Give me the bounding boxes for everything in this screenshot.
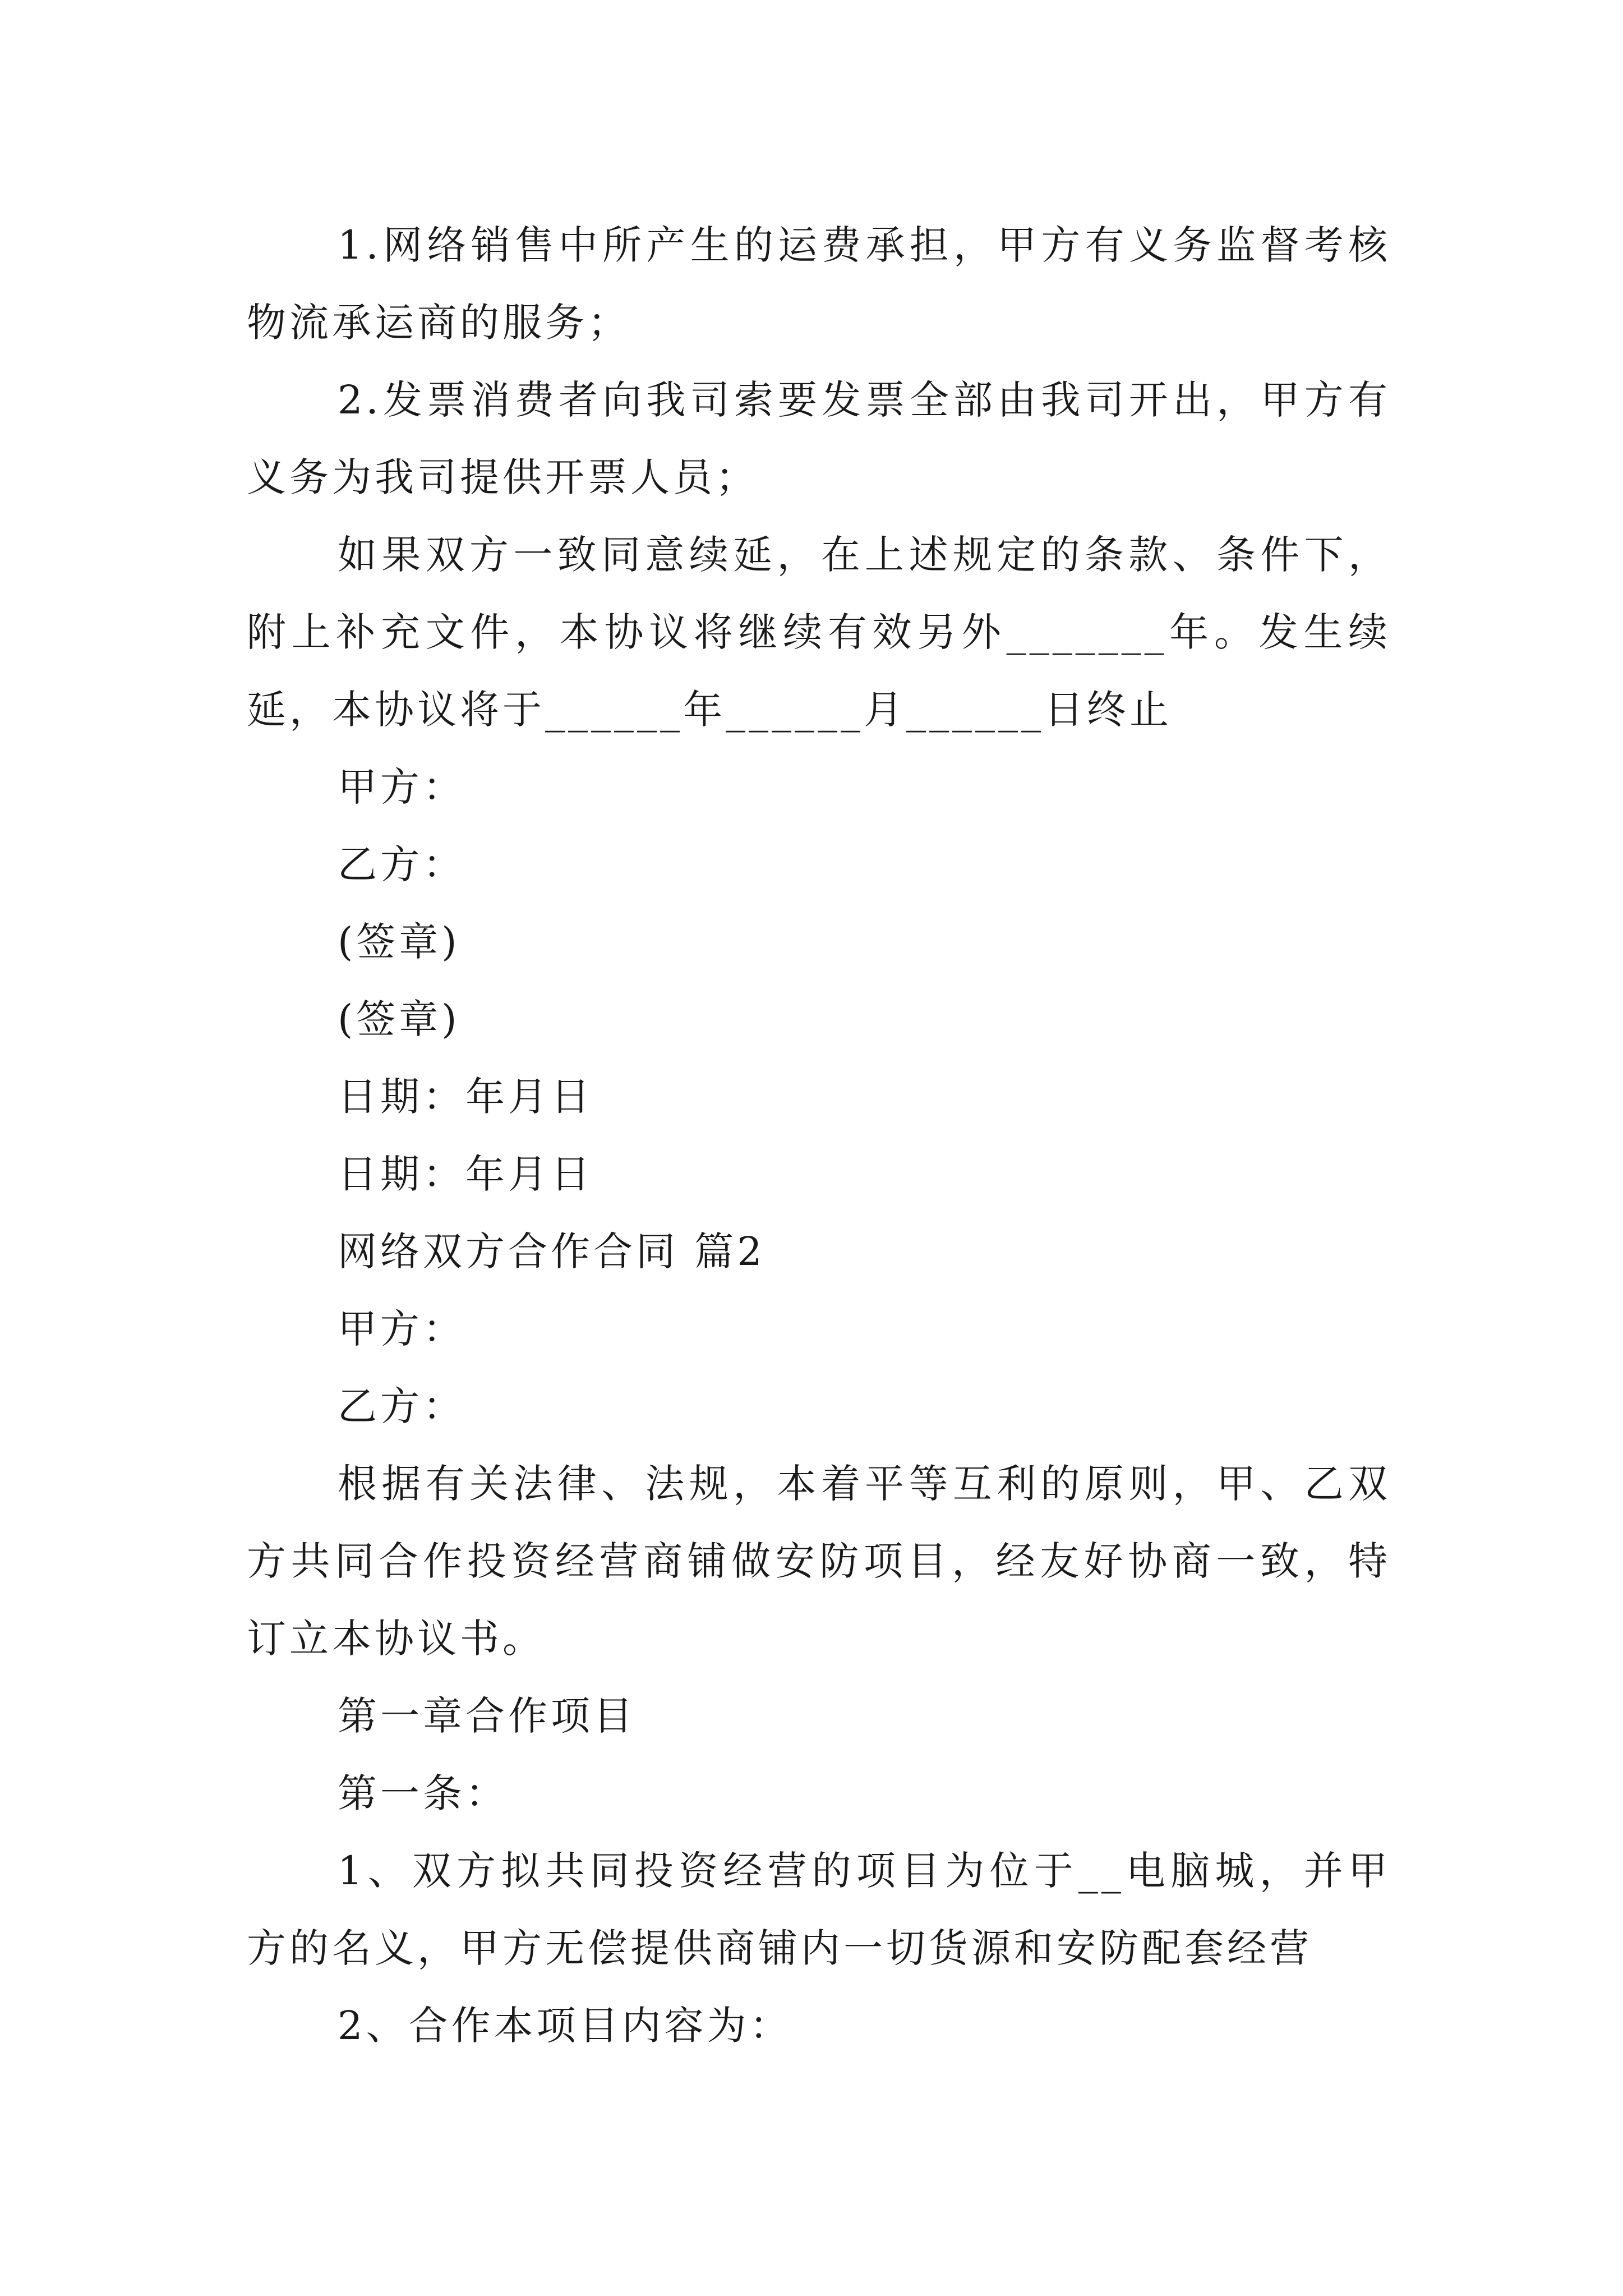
clause-project-location: 1、双方拟共同投资经营的项目为位于__电脑城，并甲方的名义，甲方无偿提供商铺内一切货源和安防配套经营	[247, 1848, 1391, 1971]
preamble-paragraph: 根据有关法律、法规，本着平等互利的原则，甲、乙双方共同合作投资经营商铺做安防项目，经友好协商一致，特订立本协议书。	[247, 1461, 1391, 1662]
party-a-label-2: 甲方：	[338, 1306, 465, 1352]
clause-project-content: 2、合作本项目内容为：	[338, 2003, 792, 2049]
date-line-b: 日期：年月日	[338, 1151, 593, 1197]
clause-invoice: 2.发票消费者向我司索要发票全部由我司开出，甲方有义务为我司提供开票人员；	[247, 377, 1391, 500]
document-body	[247, 206, 1391, 2064]
clause-renewal: 如果双方一致同意续延，在上述规定的条款、条件下，附上补充文件，本协议将继续有效另外_______年。发生续延，本协议将于______年______月______日终止	[247, 532, 1391, 733]
article-heading: 第一条：	[338, 1770, 508, 1816]
party-a-label: 甲方：	[338, 764, 465, 810]
clause-freight: 1.网络销售中所产生的运费承担，甲方有义务监督考核物流承运商的服务；	[247, 222, 1391, 346]
chapter-heading: 第一章合作项目	[338, 1693, 636, 1739]
section-title: 网络双方合作合同 篇2	[338, 1228, 766, 1274]
signature-line-b: (签章)	[338, 996, 460, 1042]
signature-line-a: (签章)	[338, 919, 460, 965]
party-b-label-2: 乙方：	[338, 1383, 465, 1429]
date-line-a: 日期：年月日	[338, 1074, 593, 1120]
party-b-label: 乙方：	[338, 841, 465, 887]
